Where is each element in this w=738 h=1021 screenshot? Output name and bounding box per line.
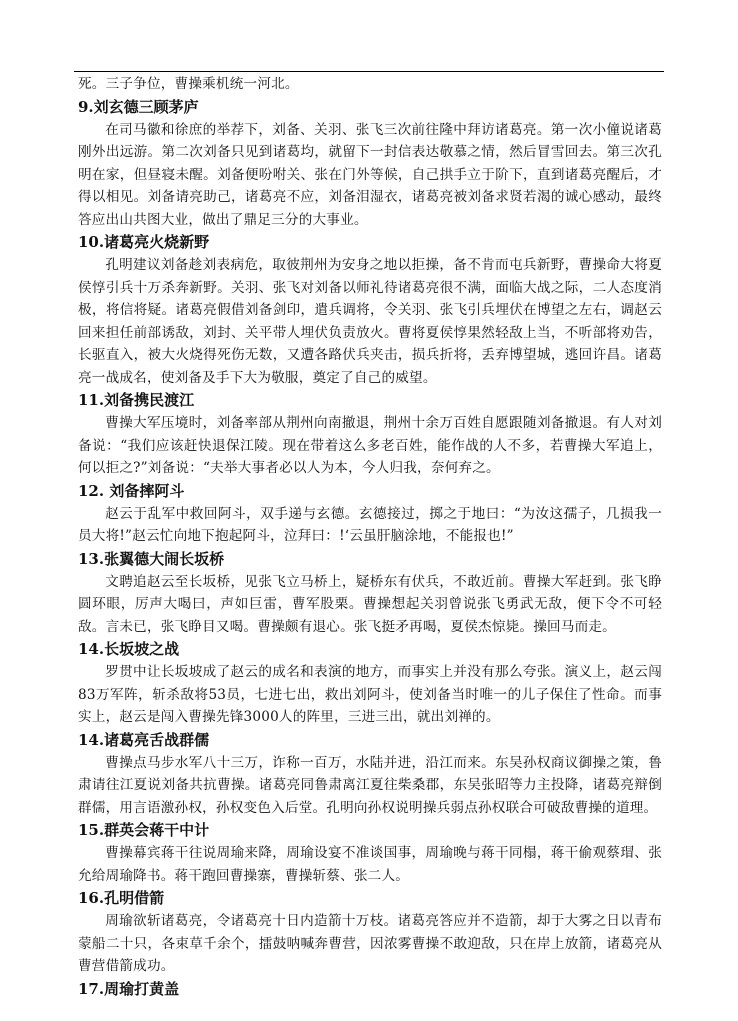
section-paragraph: 赵云于乱军中救回阿斗，双手递与玄德。玄德接过，掷之于地曰：“为汝这孺子，几损我一员大将!”赵云忙向地下抱起阿斗，泣拜曰：!‘云虽肝脑涂地，不能报也!”: [78, 505, 662, 544]
section-heading: 17.周瑜打黄盖: [78, 979, 180, 998]
section-paragraph: 罗贯中让长坂坡成了赵云的成名和表演的地方，而事实上并没有那么夸张。演义上，赵云闯83万军阵，斩杀敌将53员，七进七出，救出刘阿斗，使刘备当时唯一的儿子保住了性命。而事实上，赵云是闯入曹操先锋3000人的阵里，三进三出，就出刘禅的。: [78, 664, 662, 725]
section-heading: 11.刘备携民渡江: [78, 391, 195, 409]
section-heading: 13.张翼德大闹长坂桥: [78, 549, 225, 568]
section-paragraph: 孔明建议刘备趁刘表病危，取彼荆州为安身之地以拒操，备不肯而屯兵新野，曹操命大将夏侯惇引兵十万杀奔新野。关羽、张飞对刘备以师礼待诸葛亮很不满，面临大战之际，二人态度消极，将信将疑。诸葛亮假借刘备剑印，遣兵调将，令关羽、张飞引兵埋伏在博望之左右，调赵云回来担任前部诱敌，刘封、关平带人埋伏负责放火。曹将夏侯惇果然轻敌上当，不听部将劝告，长驱直入，被大火烧得死伤无数，又遭各路伏兵夹击，损兵折将，丢弃博望城，逃回许昌。诸葛亮一战成名，使刘备及手下大为敬服，奠定了自己的威望。: [78, 257, 662, 386]
continued-paragraph: 死。三子争位，曹操乘机统一河北。: [78, 76, 299, 92]
section-paragraph: 周瑜欲斩诸葛亮，令诸葛亮十日内造箭十万枝。诸葛亮答应并不造箭，却于大雾之日以青布蒙船二十只，各束草千余个，擂鼓呐喊奔曹营，因浓雾曹操不敢迎敌，只在岸上放箭，诸葛亮从曹营借箭成功。: [78, 913, 662, 974]
section-heading: 12. 刘备摔阿斗: [78, 481, 185, 500]
section-heading: 9.刘玄德三顾茅庐: [78, 97, 199, 116]
section-paragraph: 曹操幕宾蒋干往说周瑜来降，周瑜设宴不准谈国事，周瑜晚与蒋干同榻，蒋干偷观蔡瑁、张允给周瑜降书。蒋干跑回曹操寨，曹操斩蔡、张二人。: [78, 845, 662, 884]
section-heading: 14.诸葛亮舌战群儒: [78, 730, 210, 749]
section-heading: 16.孔明借箭: [78, 889, 165, 907]
section-heading: 15.群英会蒋干中计: [78, 821, 210, 839]
section-paragraph: 曹操点马步水军八十三万，诈称一百万，水陆并进，沿江而来。东吴孙权商议御操之策，鲁肃请往江夏说刘备共抗曹操。诸葛亮同鲁肃离江夏往柴桑郡，东吴张昭等力主投降，诸葛亮辩倒群儒，用言语激孙权，孙权变色入后堂。孔明向孙权说明操兵弱点孙权联合可破敌曹操的道理。: [78, 754, 662, 816]
document-body: [78, 73, 662, 1001]
section-heading: 10.诸葛亮火烧新野: [78, 233, 210, 251]
section-paragraph: 曹操大军压境时，刘备率部从荆州向南撤退，荆州十余万百姓自愿跟随刘备撤退。有人对刘备说：“我们应该赶快退保江陵。现在带着这么多老百姓，能作战的人不多，若曹操大军追上，何以拒之?”刘备说：“夫举大事者必以人为本，今人归我，奈何弃之。: [78, 415, 662, 476]
header-rule: [74, 71, 664, 72]
section-heading: 14.长坂坡之战: [78, 640, 180, 658]
section-paragraph: 文聘追赵云至长坂桥，见张飞立马桥上，疑桥东有伏兵，不敢近前。曹操大军赶到。张飞睁圆环眼，厉声大喝曰，声如巨雷，曹军股栗。曹操想起关羽曾说张飞勇武无敌，便下令不可轻敌。言未已，张飞睁目又喝。曹操颇有退心。张飞挺矛再喝，夏侯杰惊毙。操回马而走。: [78, 573, 662, 635]
section-paragraph: 在司马徽和徐庶的举荐下，刘备、关羽、张飞三次前往隆中拜访诸葛亮。第一次小僮说诸葛刚外出远游。第二次刘备只见到诸葛均，就留下一封信表达敬慕之情，然后冒雪回去。第三次孔明在家，但昼寝未醒。刘备便吩咐关、张在门外等候，自己拱手立于阶下，直到诸葛亮醒后，才得以相见。刘备请亮助己，诸葛亮不应，刘备泪湿衣，诸葛亮被刘备求贤若渴的诚心感动，最终答应出山共图大业，做出了鼎足三分的大事业。: [78, 121, 662, 228]
